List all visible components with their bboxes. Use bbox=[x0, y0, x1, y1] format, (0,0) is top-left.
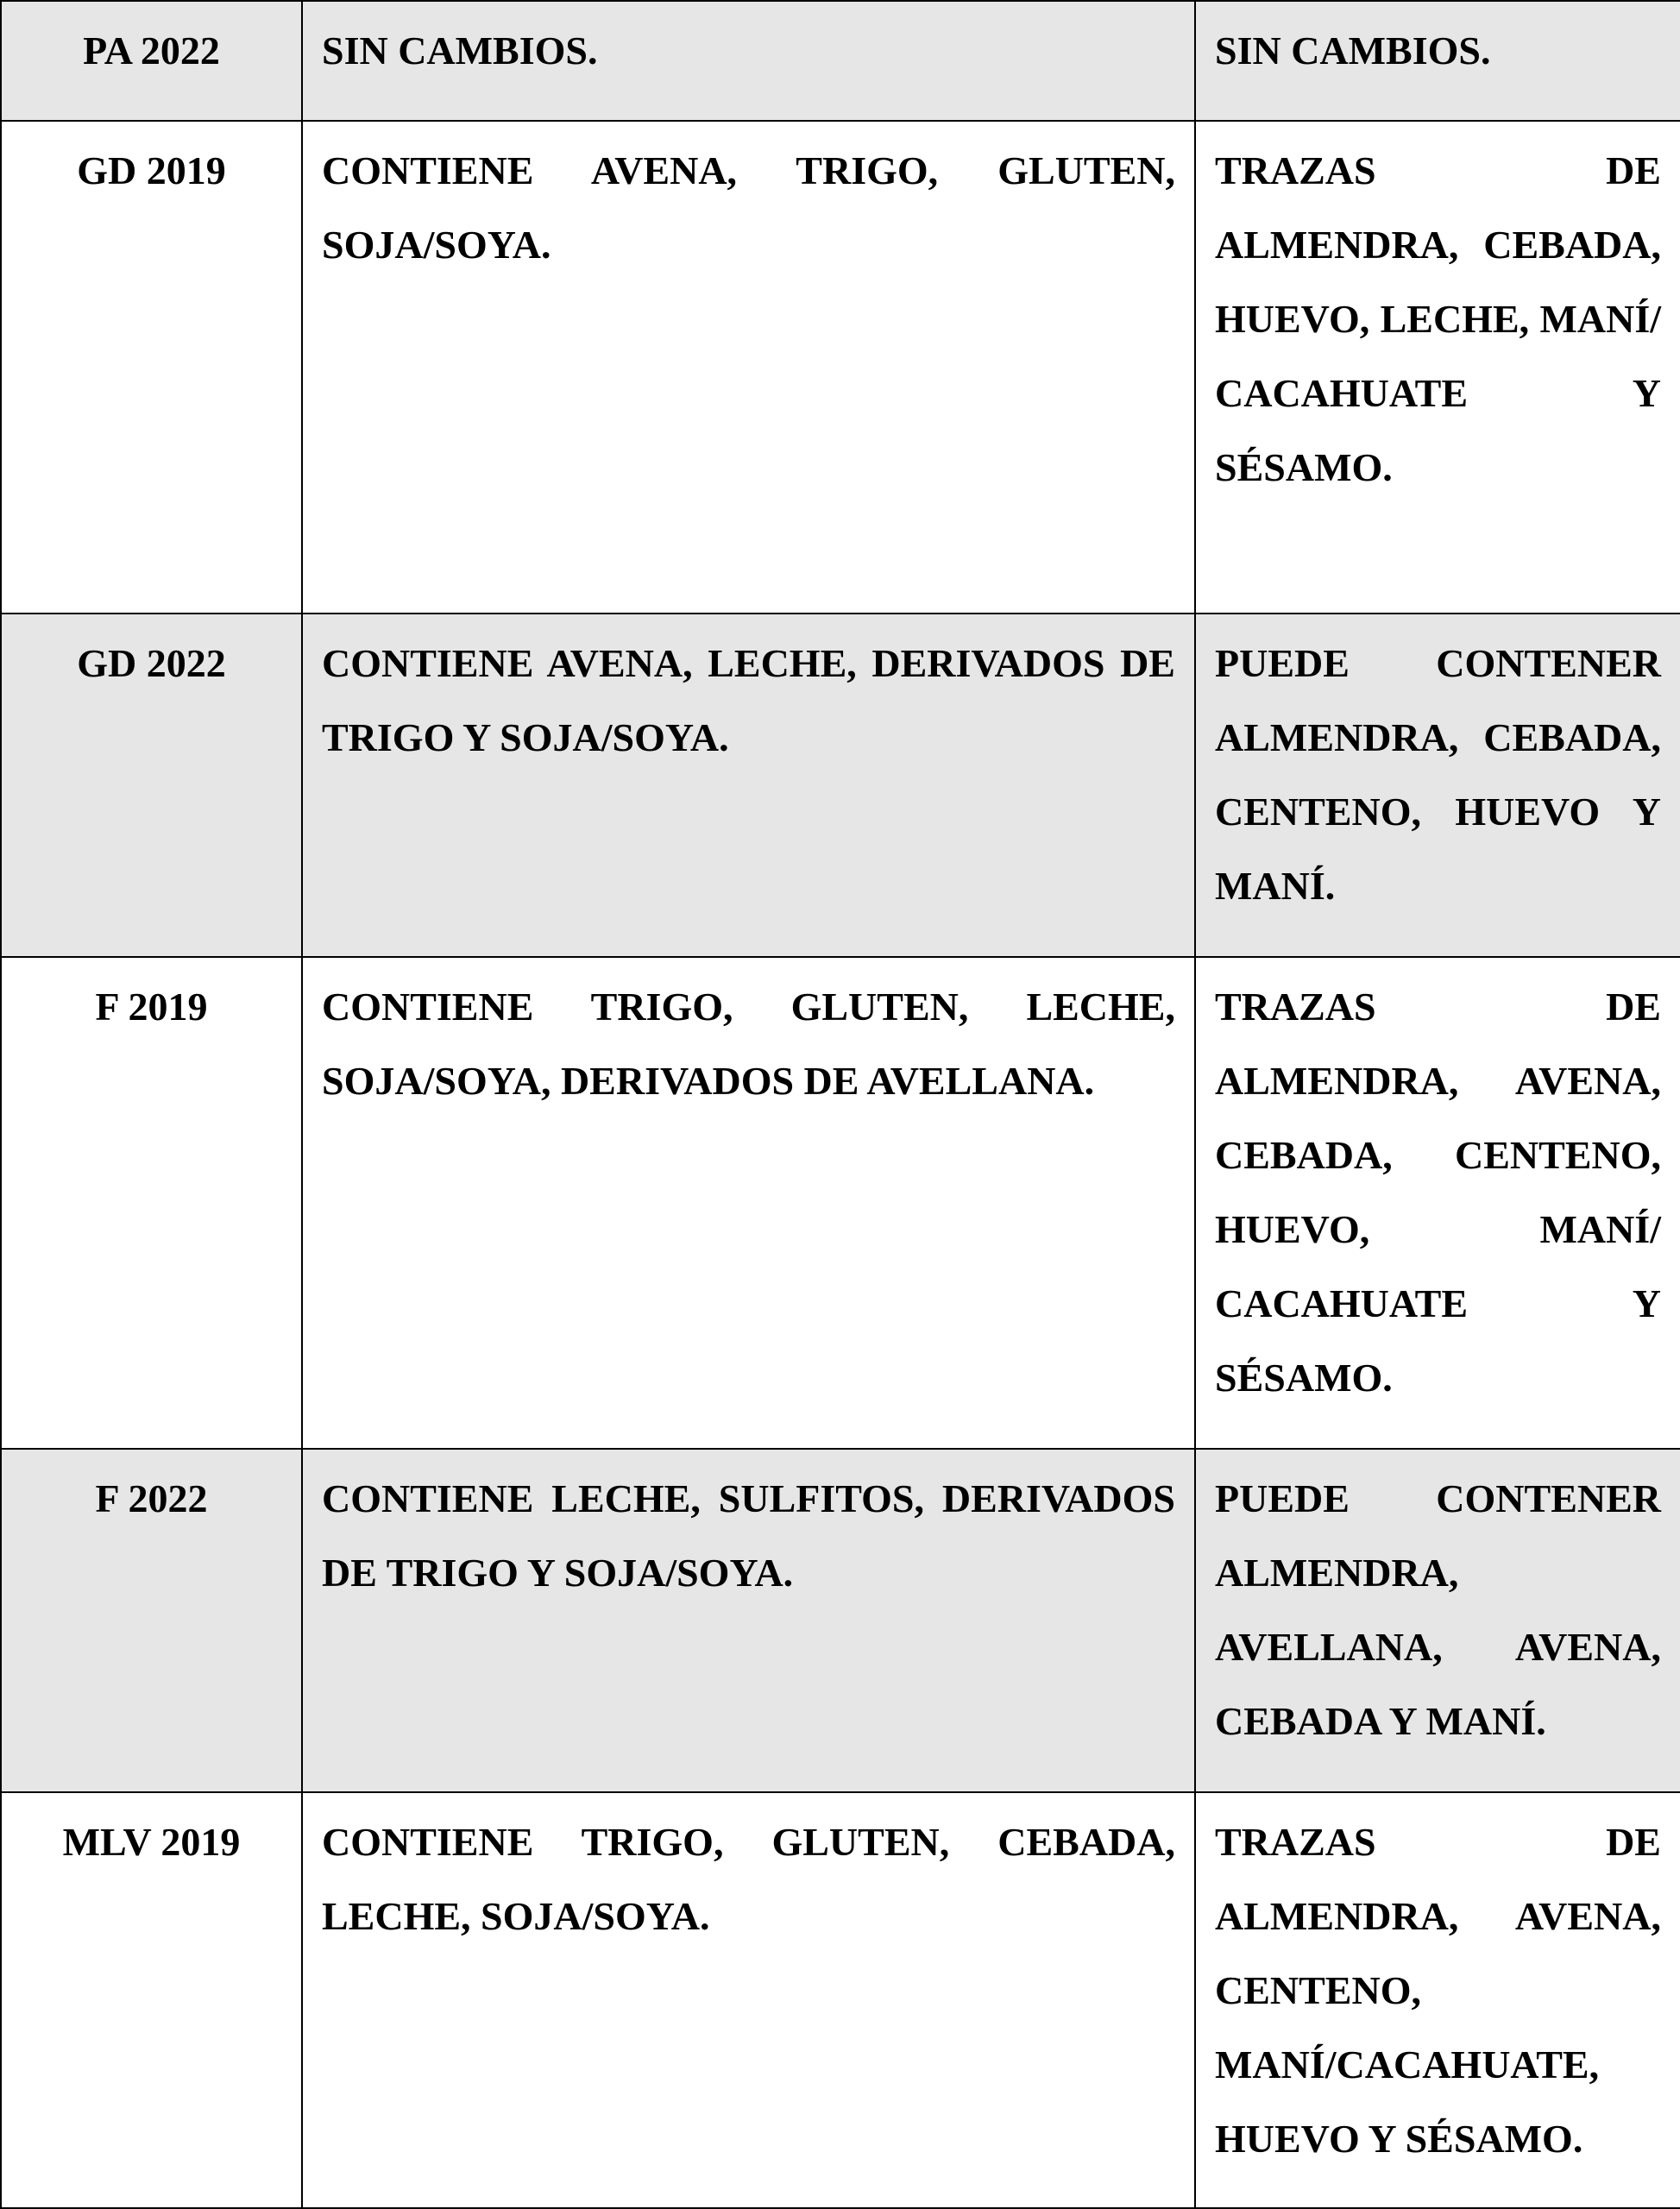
traces-cell: TRAZAS DE ALMENDRA, CEBADA, HUEVO, LECHE, MANÍ/ CACAHUATE Y SÉSAMO. bbox=[1195, 121, 1680, 614]
table-row bbox=[1, 121, 1680, 614]
table-row bbox=[1, 1, 1680, 121]
contains-cell: CONTIENE TRIGO, GLUTEN, LECHE, SOJA/SOYA, DERIVADOS DE AVELLANA. bbox=[302, 957, 1195, 1449]
product-code-cell: MLV 2019 bbox=[1, 1792, 302, 2208]
contains-cell: CONTIENE AVENA, TRIGO, GLUTEN, SOJA/SOYA. bbox=[302, 121, 1195, 614]
traces-cell: SIN CAMBIOS. bbox=[1195, 1, 1680, 121]
traces-cell: TRAZAS DE ALMENDRA, AVENA, CENTENO, MANÍ/CACAHUATE, HUEVO Y SÉSAMO. bbox=[1195, 1792, 1680, 2208]
contains-cell: CONTIENE TRIGO, GLUTEN, CEBADA, LECHE, SOJA/SOYA. bbox=[302, 1792, 1195, 2208]
product-code-cell: F 2022 bbox=[1, 1449, 302, 1792]
table-row bbox=[1, 1449, 1680, 1792]
table-row bbox=[1, 957, 1680, 1449]
product-code-cell: GD 2019 bbox=[1, 121, 302, 614]
contains-cell: CONTIENE AVENA, LECHE, DERIVADOS DE TRIGO Y SOJA/SOYA. bbox=[302, 614, 1195, 957]
product-code-cell: PA 2022 bbox=[1, 1, 302, 121]
traces-cell: TRAZAS DE ALMENDRA, AVENA, CEBADA, CENTENO, HUEVO, MANÍ/ CACAHUATE Y SÉSAMO. bbox=[1195, 957, 1680, 1449]
product-code-cell: F 2019 bbox=[1, 957, 302, 1449]
table-row bbox=[1, 614, 1680, 957]
traces-cell: PUEDE CONTENER ALMENDRA, CEBADA, CENTENO, HUEVO Y MANÍ. bbox=[1195, 614, 1680, 957]
traces-cell: PUEDE CONTENER ALMENDRA, AVELLANA, AVENA, CEBADA Y MANÍ. bbox=[1195, 1449, 1680, 1792]
contains-cell: CONTIENE LECHE, SULFITOS, DERIVADOS DE TRIGO Y SOJA/SOYA. bbox=[302, 1449, 1195, 1792]
product-code-cell: GD 2022 bbox=[1, 614, 302, 957]
contains-cell: SIN CAMBIOS. bbox=[302, 1, 1195, 121]
table-row bbox=[1, 1792, 1680, 2208]
